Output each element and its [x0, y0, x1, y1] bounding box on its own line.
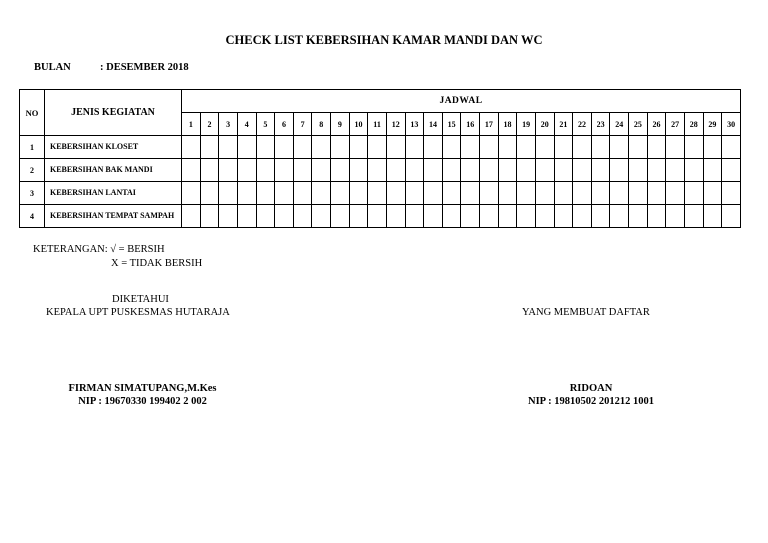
check-cell[interactable]	[442, 205, 461, 228]
table-row	[20, 182, 741, 205]
check-cell[interactable]	[498, 182, 517, 205]
legend-line-dirty: X = TIDAK BERSIH	[111, 258, 203, 269]
check-cell[interactable]	[610, 136, 629, 159]
day-header: 8	[312, 113, 331, 136]
check-cell[interactable]	[591, 205, 610, 228]
check-cell[interactable]	[684, 182, 703, 205]
activity-name: KEBERSIHAN LANTAI	[45, 182, 182, 205]
check-cell[interactable]	[386, 205, 405, 228]
check-cell[interactable]	[517, 159, 536, 182]
check-cell[interactable]	[666, 136, 685, 159]
check-cell[interactable]	[256, 136, 275, 159]
check-cell[interactable]	[182, 159, 201, 182]
check-cell[interactable]	[480, 159, 499, 182]
check-cell[interactable]	[461, 136, 480, 159]
check-cell[interactable]	[368, 136, 387, 159]
check-cell[interactable]	[368, 182, 387, 205]
check-cell[interactable]	[424, 205, 443, 228]
row-number: 1	[20, 136, 45, 159]
day-header: 18	[498, 113, 517, 136]
right-signer-name: RIDOAN	[569, 383, 613, 394]
check-cell[interactable]	[498, 136, 517, 159]
check-cell[interactable]	[703, 182, 722, 205]
day-header: 21	[554, 113, 573, 136]
check-cell[interactable]	[368, 205, 387, 228]
check-cell[interactable]	[405, 182, 424, 205]
left-signature-block	[40, 382, 245, 408]
check-cell[interactable]	[480, 136, 499, 159]
check-cell[interactable]	[182, 182, 201, 205]
check-cell[interactable]	[442, 159, 461, 182]
check-cell[interactable]	[200, 136, 219, 159]
activity-name: KEBERSIHAN TEMPAT SAMPAH	[45, 205, 182, 228]
check-cell[interactable]	[219, 159, 238, 182]
column-header-no: NO	[20, 90, 45, 136]
row-number: 3	[20, 182, 45, 205]
check-cell[interactable]	[461, 205, 480, 228]
check-cell[interactable]	[535, 159, 554, 182]
check-cell[interactable]	[349, 159, 368, 182]
check-cell[interactable]	[666, 205, 685, 228]
left-signer-role: KEPALA UPT PUSKESMAS HUTARAJA	[46, 307, 230, 318]
check-cell[interactable]	[405, 136, 424, 159]
check-cell[interactable]	[386, 182, 405, 205]
check-cell[interactable]	[219, 136, 238, 159]
table-row	[20, 136, 741, 159]
check-cell[interactable]	[647, 205, 666, 228]
day-header: 9	[331, 113, 350, 136]
day-header: 11	[368, 113, 387, 136]
check-cell[interactable]	[610, 205, 629, 228]
check-cell[interactable]	[182, 205, 201, 228]
check-cell[interactable]	[535, 182, 554, 205]
check-cell[interactable]	[442, 182, 461, 205]
table-row	[20, 205, 741, 228]
check-cell[interactable]	[349, 205, 368, 228]
check-cell[interactable]	[293, 205, 312, 228]
page-title: CHECK LIST KEBERSIHAN KAMAR MANDI DAN WC	[225, 33, 543, 47]
day-header: 17	[480, 113, 499, 136]
check-cell[interactable]	[535, 136, 554, 159]
check-cell[interactable]	[256, 182, 275, 205]
check-cell[interactable]	[293, 159, 312, 182]
check-cell[interactable]	[610, 159, 629, 182]
day-header: 1	[182, 113, 201, 136]
check-cell[interactable]	[703, 136, 722, 159]
check-cell[interactable]	[480, 205, 499, 228]
check-cell[interactable]	[182, 136, 201, 159]
check-cell[interactable]	[331, 136, 350, 159]
check-cell[interactable]	[591, 182, 610, 205]
check-cell[interactable]	[647, 136, 666, 159]
acknowledged-label: DIKETAHUI	[112, 294, 169, 305]
check-cell[interactable]	[629, 136, 648, 159]
check-cell[interactable]	[610, 182, 629, 205]
check-cell[interactable]	[349, 136, 368, 159]
check-cell[interactable]	[573, 159, 592, 182]
month-line	[34, 62, 189, 73]
check-cell[interactable]	[200, 159, 219, 182]
check-cell[interactable]	[405, 205, 424, 228]
day-header: 22	[573, 113, 592, 136]
check-cell[interactable]	[591, 136, 610, 159]
check-cell[interactable]	[237, 205, 256, 228]
check-cell[interactable]	[275, 182, 294, 205]
row-number: 2	[20, 159, 45, 182]
check-cell[interactable]	[703, 205, 722, 228]
check-cell[interactable]	[219, 205, 238, 228]
check-cell[interactable]	[535, 205, 554, 228]
day-header: 10	[349, 113, 368, 136]
check-cell[interactable]	[703, 159, 722, 182]
check-cell[interactable]	[517, 182, 536, 205]
check-cell[interactable]	[405, 159, 424, 182]
check-cell[interactable]	[293, 136, 312, 159]
check-cell[interactable]	[629, 159, 648, 182]
check-cell[interactable]	[312, 182, 331, 205]
check-cell[interactable]	[629, 182, 648, 205]
check-cell[interactable]	[256, 159, 275, 182]
check-cell[interactable]	[554, 136, 573, 159]
check-cell[interactable]	[722, 159, 741, 182]
table-row	[20, 159, 741, 182]
check-cell[interactable]	[349, 182, 368, 205]
row-number: 4	[20, 205, 45, 228]
check-cell[interactable]	[480, 182, 499, 205]
check-cell[interactable]	[312, 159, 331, 182]
day-header: 3	[219, 113, 238, 136]
activity-name: KEBERSIHAN BAK MANDI	[45, 159, 182, 182]
check-cell[interactable]	[554, 182, 573, 205]
check-cell[interactable]	[629, 205, 648, 228]
check-cell[interactable]	[684, 205, 703, 228]
check-cell[interactable]	[722, 182, 741, 205]
check-cell[interactable]	[554, 205, 573, 228]
day-header: 20	[535, 113, 554, 136]
check-cell[interactable]	[275, 136, 294, 159]
check-cell[interactable]	[461, 182, 480, 205]
check-cell[interactable]	[517, 205, 536, 228]
day-header: 12	[386, 113, 405, 136]
check-cell[interactable]	[573, 136, 592, 159]
check-cell[interactable]	[312, 136, 331, 159]
check-cell[interactable]	[331, 159, 350, 182]
check-cell[interactable]	[424, 159, 443, 182]
check-cell[interactable]	[517, 136, 536, 159]
check-cell[interactable]	[424, 182, 443, 205]
column-header-jenis: JENIS KEGIATAN	[45, 90, 182, 136]
month-value: : DESEMBER 2018	[100, 62, 189, 73]
check-cell[interactable]	[368, 159, 387, 182]
legend	[33, 243, 202, 271]
day-header: 4	[237, 113, 256, 136]
day-header: 19	[517, 113, 536, 136]
check-cell[interactable]	[647, 182, 666, 205]
month-label: BULAN	[34, 62, 71, 73]
check-cell[interactable]	[386, 159, 405, 182]
check-cell[interactable]	[666, 182, 685, 205]
day-header: 28	[684, 113, 703, 136]
check-cell[interactable]	[256, 205, 275, 228]
check-cell[interactable]	[498, 205, 517, 228]
day-header: 14	[424, 113, 443, 136]
check-cell[interactable]	[312, 205, 331, 228]
right-signer-role: YANG MEMBUAT DAFTAR	[522, 307, 650, 318]
legend-line-clean: KETERANGAN: √ = BERSIH	[33, 244, 165, 255]
day-header: 13	[405, 113, 424, 136]
day-header: 16	[461, 113, 480, 136]
check-cell[interactable]	[237, 136, 256, 159]
column-header-jadwal: JADWAL	[182, 90, 741, 113]
check-cell[interactable]	[237, 159, 256, 182]
day-header: 24	[610, 113, 629, 136]
check-cell[interactable]	[331, 182, 350, 205]
check-cell[interactable]	[573, 205, 592, 228]
check-cell[interactable]	[386, 136, 405, 159]
check-cell[interactable]	[237, 182, 256, 205]
day-header: 25	[629, 113, 648, 136]
check-cell[interactable]	[684, 159, 703, 182]
check-cell[interactable]	[275, 159, 294, 182]
activity-name: KEBERSIHAN KLOSET	[45, 136, 182, 159]
left-signer-name: FIRMAN SIMATUPANG,M.Kes	[68, 383, 217, 394]
day-header: 30	[722, 113, 741, 136]
check-cell[interactable]	[722, 136, 741, 159]
check-cell[interactable]	[200, 205, 219, 228]
check-cell[interactable]	[442, 136, 461, 159]
day-header: 7	[293, 113, 312, 136]
check-cell[interactable]	[573, 182, 592, 205]
check-cell[interactable]	[684, 136, 703, 159]
check-cell[interactable]	[331, 205, 350, 228]
check-cell[interactable]	[498, 159, 517, 182]
check-cell[interactable]	[591, 159, 610, 182]
check-cell[interactable]	[666, 159, 685, 182]
left-signer-nip: NIP : 19670330 199402 2 002	[78, 396, 207, 407]
day-header: 29	[703, 113, 722, 136]
check-cell[interactable]	[722, 205, 741, 228]
check-cell[interactable]	[647, 159, 666, 182]
day-header: 26	[647, 113, 666, 136]
check-cell[interactable]	[219, 182, 238, 205]
check-cell[interactable]	[554, 159, 573, 182]
right-signer-nip: NIP : 19810502 201212 1001	[528, 396, 654, 407]
day-header: 6	[275, 113, 294, 136]
right-signature-block	[497, 382, 685, 408]
check-cell[interactable]	[461, 159, 480, 182]
check-cell[interactable]	[293, 182, 312, 205]
check-cell[interactable]	[424, 136, 443, 159]
day-header: 23	[591, 113, 610, 136]
day-header: 2	[200, 113, 219, 136]
check-cell[interactable]	[275, 205, 294, 228]
checklist-table	[19, 89, 741, 228]
day-header: 15	[442, 113, 461, 136]
day-header: 27	[666, 113, 685, 136]
day-header: 5	[256, 113, 275, 136]
check-cell[interactable]	[200, 182, 219, 205]
